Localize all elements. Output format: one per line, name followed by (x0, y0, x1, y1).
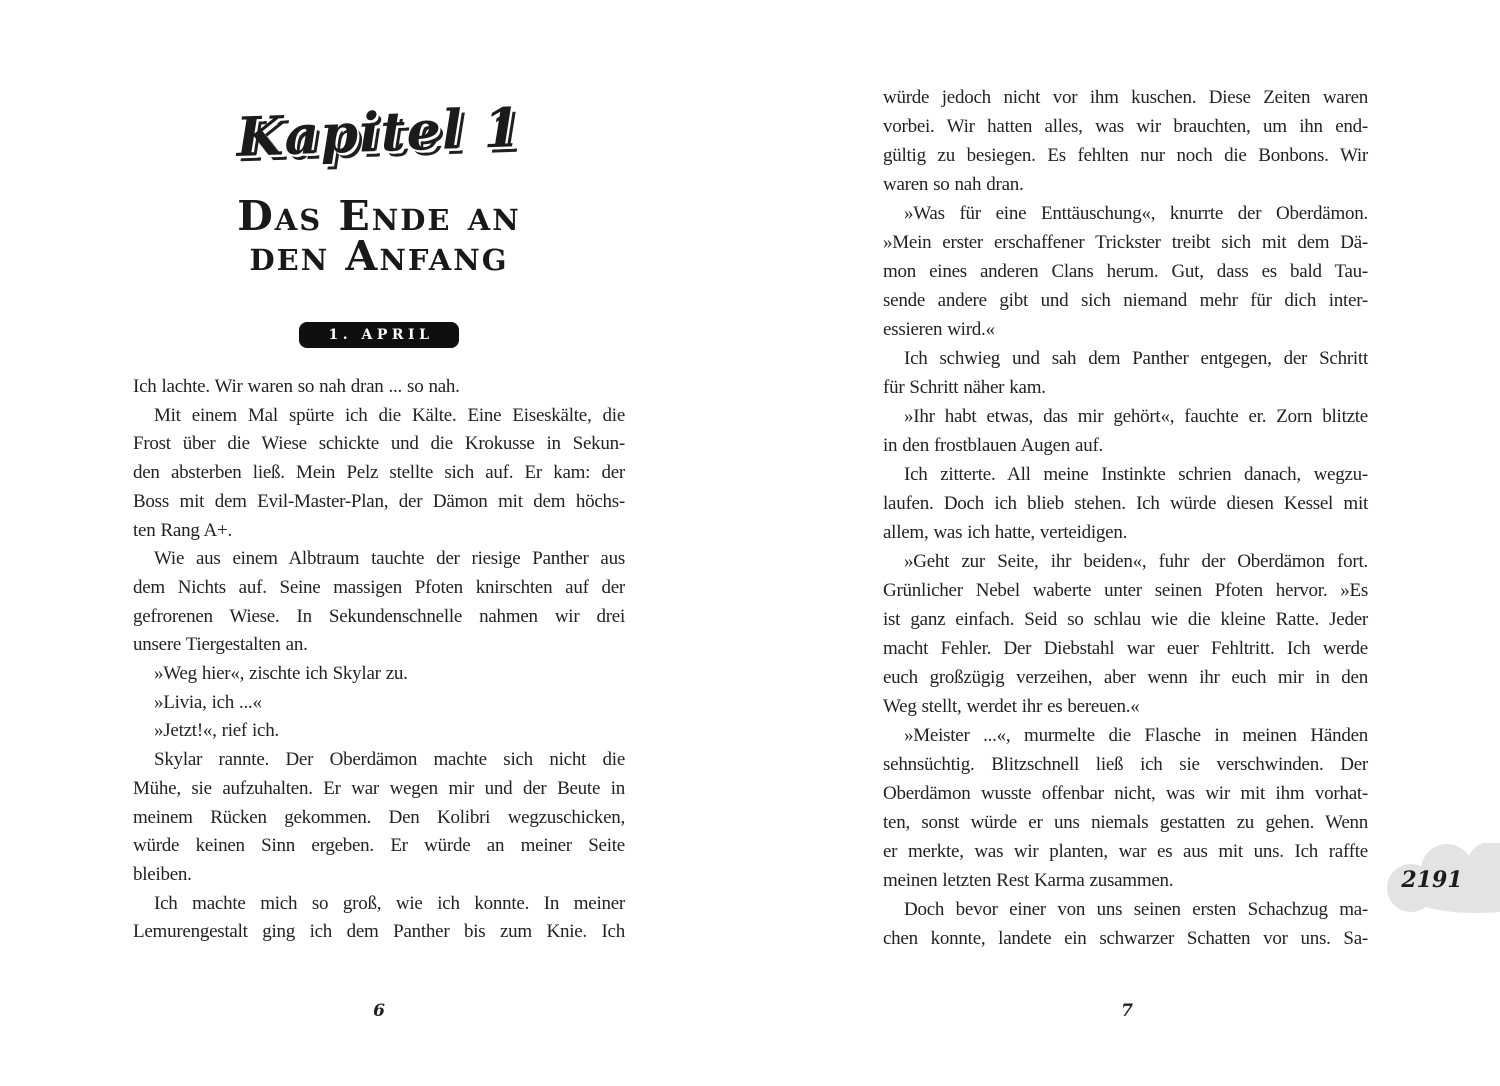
text-line: Doch bevor einer von uns seinen ersten Schachzug ma- (904, 899, 1368, 920)
text-line: Skylar rannte. Der Oberdämon machte sich nicht die (154, 749, 625, 771)
text-line: Oberdämon wusste offenbar nicht, was wir mit ihm vorhat- (883, 783, 1368, 804)
text-line: »Meister ...«, murmelte die Flasche in meinen Händen (904, 725, 1368, 746)
text-line: »Livia, ich ...« (154, 691, 262, 713)
text-line: euch großzügig verzeihen, aber wenn ihr euch mir in den (883, 667, 1368, 688)
page-number-left: 6 (373, 1001, 385, 1021)
text-line: »Ihr habt etwas, das mir gehört«, fauchte er. Zorn blitzte (904, 406, 1368, 427)
text-line: Boss mit dem Evil-Master-Plan, der Dämon mit dem höchs- (133, 490, 625, 512)
text-line: »Weg hier«, zischte ich Skylar zu. (154, 663, 408, 685)
text-line: mon eines anderen Clans herum. Gut, dass es bald Tau- (883, 261, 1368, 282)
text-line: bleiben. (133, 863, 192, 885)
cloud-page-marker (1381, 843, 1500, 918)
text-line: essieren wird.« (883, 319, 995, 340)
text-line: »Geht zur Seite, ihr beiden«, fuhr der Oberdämon fort. (904, 551, 1368, 572)
text-line: gefrorenen Wiese. In Sekundenschnelle nahmen wir drei (133, 605, 625, 627)
text-line: Mit einem Mal spürte ich die Kälte. Eine Eiseskälte, die (154, 404, 625, 426)
page-number-right: 7 (1121, 1001, 1133, 1021)
cloud-number: 2191 (1401, 867, 1463, 893)
chapter-script-title: Kapitel 1 (235, 95, 523, 169)
text-line: dem Nichts auf. Seine massigen Pfoten knirschten auf der (133, 576, 625, 598)
text-line: ten Rang A+. (133, 519, 232, 541)
text-line: den absterben ließ. Mein Pelz stellte sich auf. Er kam: der (133, 462, 625, 484)
text-line: sehnsüchtig. Blitzschnell ließ ich sie verschwinden. Der (883, 754, 1368, 775)
text-line: Ich schwieg und sah dem Panther entgegen, der Schritt (904, 348, 1368, 369)
text-line: Weg stellt, werdet ihr es bereuen.« (883, 696, 1140, 717)
chapter-title-line-2: den Anfang (249, 232, 509, 280)
text-line: unsere Tiergestalten an. (133, 634, 308, 656)
text-line: »Jetzt!«, rief ich. (154, 720, 279, 742)
text-line: Mühe, sie aufzuhalten. Er war wegen mir und der Beute in (133, 777, 625, 799)
text-line: vorbei. Wir hatten alles, was wir brauchten, um ihn end- (883, 116, 1368, 137)
text-line: würde keinen Sinn ergeben. Er würde an meiner Seite (133, 835, 625, 857)
date-badge-row (133, 322, 625, 348)
chapter-title (133, 192, 625, 280)
text-line: für Schritt näher kam. (883, 377, 1046, 398)
text-line: sende andere gibt und sich niemand mehr für dich inter- (883, 290, 1368, 311)
text-line: er merkte, was wir planten, war es aus mit uns. Ich raffte (883, 841, 1368, 862)
text-line: ist ganz einfach. Seid so schlau wie die kleine Ratte. Jeder (883, 609, 1368, 630)
text-line: waren so nah dran. (883, 174, 1024, 195)
chapter-title-line-1: Das Ende an (237, 192, 521, 240)
right-page-text (883, 83, 1368, 953)
text-line: macht Fehler. Der Diebstahl war euer Fehltritt. Ich werde (883, 638, 1368, 659)
text-line: chen konnte, landete ein schwarzer Schatten vor uns. Sa- (883, 928, 1368, 949)
text-line: Wie aus einem Albtraum tauchte der riesige Panther aus (154, 548, 625, 570)
text-line: würde jedoch nicht vor ihm kuschen. Diese Zeiten waren (883, 87, 1368, 108)
left-page-text (133, 373, 625, 947)
text-line: Frost über die Wiese schickte und die Krokusse in Sekun- (133, 433, 625, 455)
text-line: in den frostblauen Augen auf. (883, 435, 1104, 456)
date-badge: 1. APRIL (299, 322, 460, 348)
text-line: Grünlicher Nebel waberte unter seinen Pfoten hervor. »Es (883, 580, 1368, 601)
text-line: ten, sonst würde er uns niemals gestatten zu gehen. Wenn (883, 812, 1368, 833)
text-line: Ich machte mich so groß, wie ich konnte. In meiner (154, 892, 625, 914)
text-line: Lemurengestalt ging ich dem Panther bis zum Knie. Ich (133, 921, 625, 943)
text-line: »Mein erster erschaffener Trickster treibt sich mit dem Dä- (883, 232, 1368, 253)
text-line: »Was für eine Enttäuschung«, knurrte der Oberdämon. (904, 203, 1368, 224)
text-line: meinen letzten Rest Karma zusammen. (883, 870, 1174, 891)
text-line: gültig zu besiegen. Es fehlten nur noch die Bonbons. Wir (883, 145, 1368, 166)
text-line: allem, was ich hatte, verteidigen. (883, 522, 1128, 543)
text-line: Ich zitterte. All meine Instinkte schrien danach, wegzu- (904, 464, 1368, 485)
text-line: laufen. Doch ich blieb stehen. Ich würde diesen Kessel mit (883, 493, 1368, 514)
text-line: meinem Rücken gekommen. Den Kolibri wegzuschicken, (133, 806, 625, 828)
text-line: Ich lachte. Wir waren so nah dran ... so nah. (133, 376, 460, 397)
